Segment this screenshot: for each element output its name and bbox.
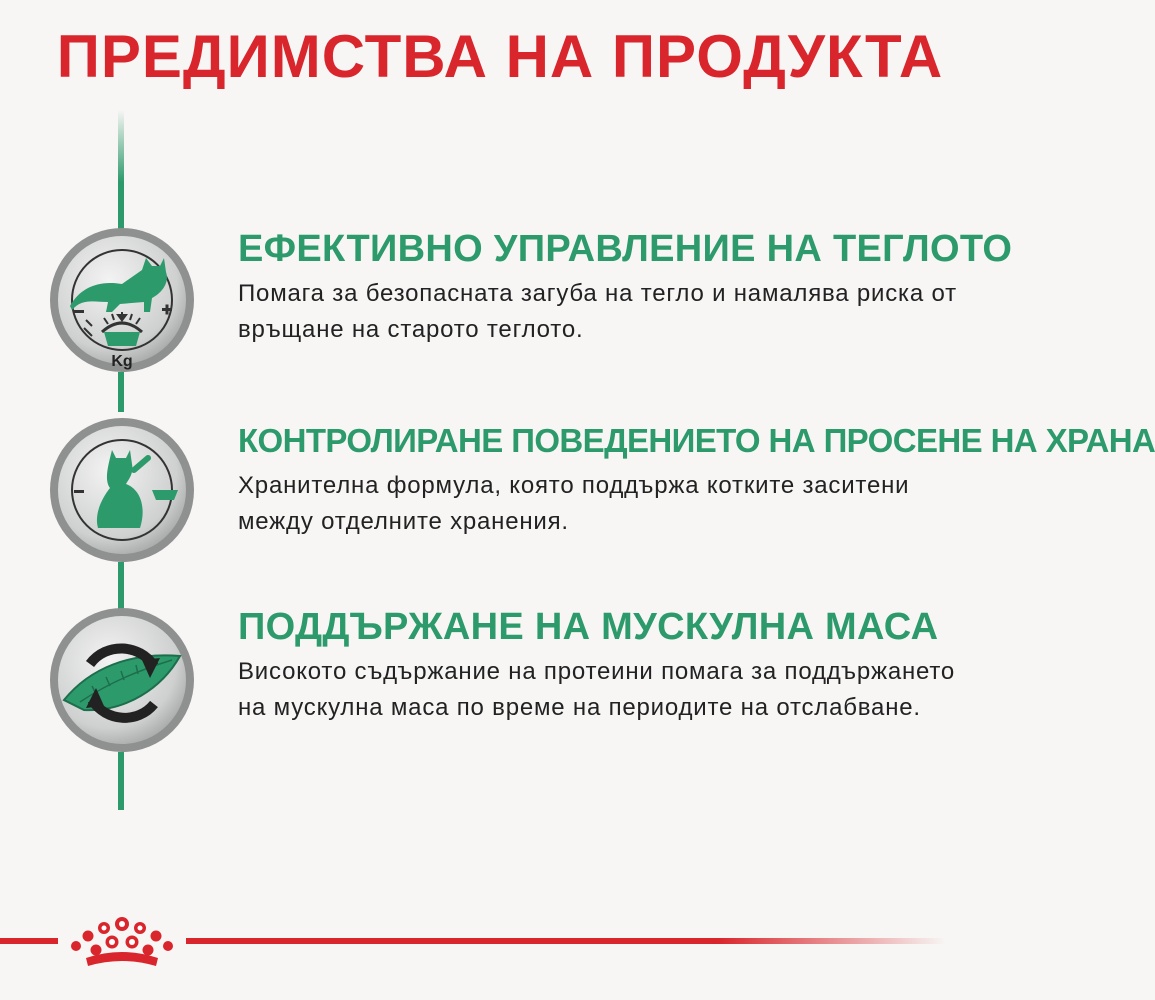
timeline-line [118,110,124,230]
benefit-text: Високото съдържание на протеини помага за поддържането на мускулна маса по време на периодите на отслабване. [238,658,956,721]
benefit-heading: ПОДДЪРЖАНЕ НА МУСКУЛНА МАСА [238,606,939,648]
timeline-line [118,752,124,810]
benefit-item [238,226,1013,348]
kg-label: Kg [111,353,133,370]
footer-bar [0,938,58,944]
muscle-leaf-icon [50,608,194,752]
benefit-heading: ЕФЕКТИВНО УПРАВЛЕНИЕ НА ТЕГЛОТО [238,228,1013,270]
cat-weight-scale-icon [50,228,194,372]
benefit-item [238,418,1155,540]
benefit-item [238,604,978,726]
benefit-heading: КОНТРОЛИРАНЕ ПОВЕДЕНИЕТО НА ПРОСЕНЕ НА ХРАНА [238,422,1155,459]
royal-crown-icon [66,910,178,970]
cat-bowl-icon [50,418,194,562]
benefit-text: Хранителна формула, която поддържа котките заситени между отделните хранения. [238,472,910,535]
footer-bar [186,938,946,944]
timeline-line [118,372,124,412]
timeline-line [118,562,124,610]
benefit-text: Помага за безопасната загуба на тегло и намалява риска от връщане на старото теглото. [238,280,957,343]
page-title: ПРЕДИМСТВА НА ПРОДУКТА [56,23,944,90]
